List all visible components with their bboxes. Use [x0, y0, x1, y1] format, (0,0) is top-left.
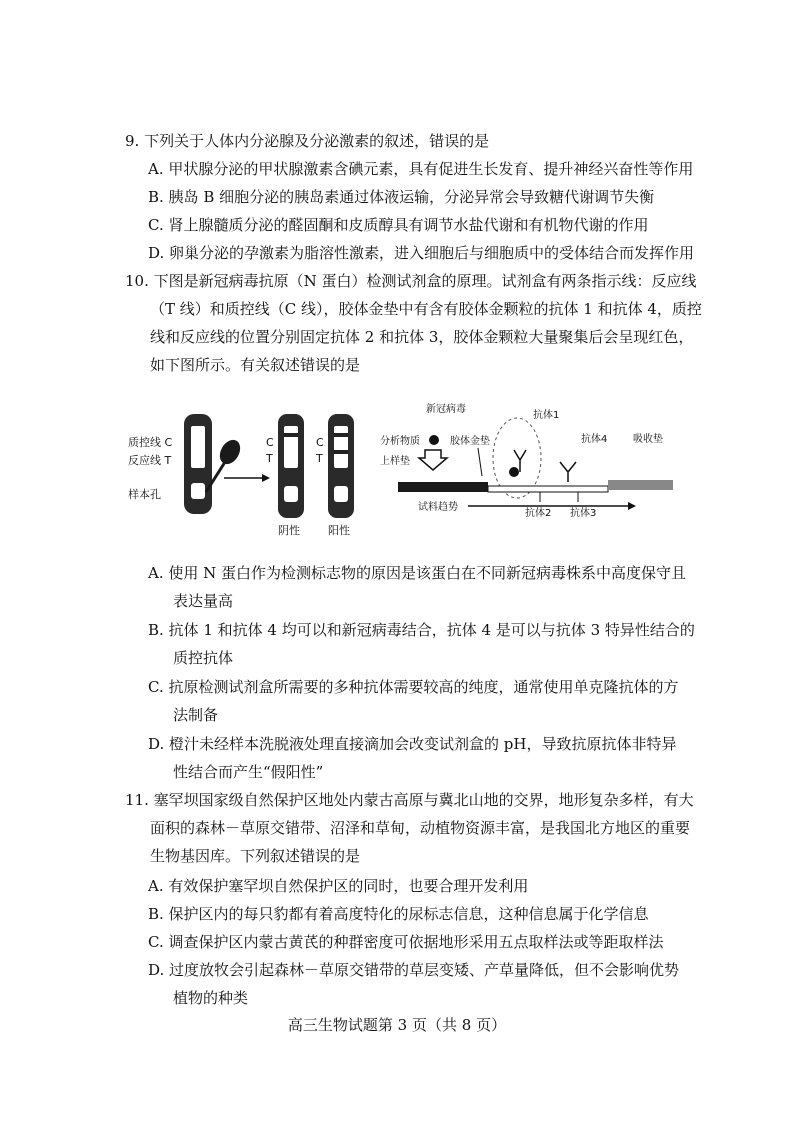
q9-option-b: B. 胰岛 B 细胞分泌的胰岛素通过体液运输，分泌异常会导致糖代谢调节失衡 — [148, 188, 655, 206]
q11-option-b: B. 保护区内的每只豹都有着高度特化的尿标志信息，这种信息属于化学信息 — [148, 905, 649, 923]
q10-option-d: D. 橙汁未经样本洗脱液处理直接滴加会改变试剂盒的 pH，导致抗原抗体非特异 — [148, 735, 677, 753]
q9-option-d: D. 卵巢分泌的孕激素为脂溶性激素，进入细胞后与细胞质中的受体结合而发挥作用 — [148, 244, 695, 262]
antibody1-label: 抗体1 — [533, 410, 560, 421]
antibody3-label: 抗体3 — [570, 508, 597, 519]
c-line-mark — [284, 433, 298, 437]
q10-option-a-cont: 表达量高 — [173, 592, 234, 610]
negative-label: 阴性 — [278, 524, 300, 537]
antibody4-icon — [560, 462, 576, 482]
antigen-test-figure — [128, 398, 688, 548]
page-footer: 高三生物试题第 3 页（共 8 页） — [287, 1016, 507, 1034]
test-cassette-negative — [265, 414, 304, 537]
q11-option-a: A. 有效保护塞罕坝自然保护区的同时，也要合理开发利用 — [148, 877, 529, 895]
q10-option-c: C. 抗原检测试剂盒所需要的多种抗体需要较高的纯度，通常使用单克隆抗体的方 — [148, 678, 679, 696]
virus-label: 新冠病毒 — [426, 404, 466, 415]
letter-c: C — [266, 436, 274, 449]
c-line-label: 质控线 C — [128, 436, 173, 449]
t-line-mark — [334, 450, 348, 454]
q11-option-c: C. 调查保护区内蒙古黄芪的种群密度可依据地形采用五点取样法或等距取样法 — [148, 933, 664, 951]
gold-pad-label: 胶体金垫 — [450, 436, 490, 447]
c-line-mark — [334, 433, 348, 437]
q11-stem-line-3: 生物基因库。下列叙述错误的是 — [150, 847, 361, 865]
q9-option-a: A. 甲状腺分泌的甲状腺激素含碘元素，具有促进生长发育、提升神经兴奋性等作用 — [148, 160, 694, 178]
antibody2-label: 抗体2 — [525, 508, 552, 519]
analyte-label: 分析物质 — [380, 436, 420, 447]
q10-option-c-cont: 法制备 — [173, 706, 219, 724]
virus-icon — [429, 435, 439, 445]
q10-option-d-cont: 性结合而产生“假阳性” — [173, 763, 324, 781]
membrane — [488, 486, 608, 492]
q10-option-b: B. 抗体 1 和抗体 4 均可以和新冠病毒结合，抗体 4 是可以与抗体 3 特异性结合的 — [148, 621, 695, 639]
q10-option-a: A. 使用 N 蛋白作为检测标志物的原因是该蛋白在不同新冠病毒株系中高度保守且 — [148, 564, 687, 582]
dropper-icon — [216, 436, 245, 468]
q9-stem: 9. 下列关于人体内分泌腺及分泌激素的叙述，错误的是 — [125, 132, 490, 150]
sample-hole-label: 样本孔 — [128, 488, 161, 501]
q11-option-d: D. 过度放牧会引起森林－草原交错带的草层变矮、产草量降低，但不会影响优势 — [148, 961, 680, 979]
absorbent-pad-label: 吸收垫 — [633, 434, 663, 445]
antibody4-label: 抗体4 — [581, 434, 608, 445]
letter-t: T — [266, 452, 273, 465]
test-cassette-dropping — [184, 414, 244, 514]
absorbent-pad — [608, 480, 673, 490]
q9-option-c: C. 肾上腺髓质分泌的醛固酮和皮质醇具有调节水盐代谢和有机物代谢的作用 — [148, 216, 649, 234]
letter-c: C — [316, 436, 324, 449]
q10-stem-line-1: 10. 下图是新冠病毒抗原（N 蛋白）检测试剂盒的原理。试剂盒有两条指示线：反应线 — [125, 272, 697, 290]
letter-t: T — [316, 452, 323, 465]
q10-option-b-cont: 质控抗体 — [173, 649, 234, 667]
q11-stem-line-1: 11. 塞罕坝国家级自然保护区地处内蒙古高原与冀北山地的交界，地形复杂多样，有大 — [125, 791, 694, 809]
flow-label: 试料趋势 — [418, 502, 458, 513]
strip-schematic — [380, 402, 673, 519]
down-arrow-icon — [419, 450, 447, 470]
q11-stem-line-2: 面积的森林－草原交错带、沼泽和草甸，动植物资源丰富，是我国北方地区的重要 — [150, 819, 691, 837]
q10-stem-line-4: 如下图所示。有关叙述错误的是 — [150, 356, 361, 374]
sample-pad — [398, 482, 488, 492]
test-cassette-positive — [315, 414, 354, 537]
sample-pad-label: 上样垫 — [380, 456, 410, 467]
q10-stem-line-3: 线和反应线的位置分别固定抗体 2 和抗体 3，胶体金颗粒大量聚集后会呈现红色， — [150, 328, 694, 346]
positive-label: 阳性 — [328, 524, 350, 537]
t-line-label: 反应线 T — [128, 454, 172, 467]
q11-option-d-cont: 植物的种类 — [173, 989, 249, 1007]
q10-stem-line-2: （T 线）和质控线（C 线），胶体金垫中有含有胶体金颗粒的抗体 1 和抗体 4，质控 — [150, 300, 702, 318]
